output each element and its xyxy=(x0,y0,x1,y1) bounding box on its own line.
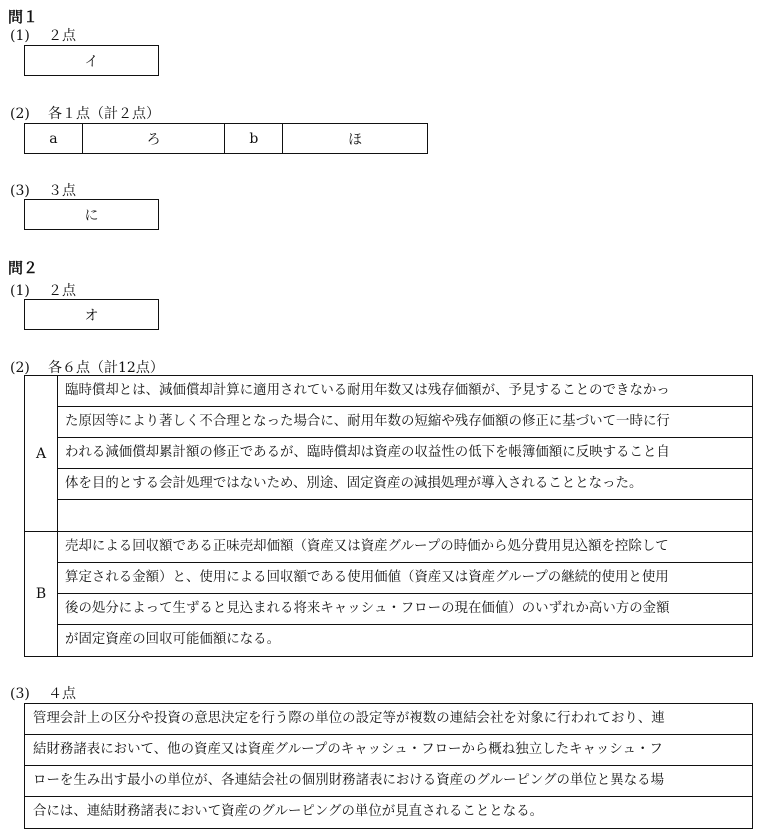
q2-part3-label xyxy=(10,683,76,703)
q1-part2-label xyxy=(10,103,160,123)
answer-line: われる減価償却累計額の修正であるが、臨時償却は資産の収益性の低下を帳簿価額に反映すること自 xyxy=(57,438,752,469)
answer-line: 合には、連結財務諸表において資産のグルーピングの単位が見直されることとなる。 xyxy=(33,804,544,819)
answer-line: 管理会計上の区分や投資の意思決定を行う際の単位の設定等が複数の連結会社を対象に行われており、連 xyxy=(25,704,752,735)
q2-part2-answer-a-lines xyxy=(57,376,752,531)
q1-part1-number: (1) xyxy=(10,28,30,44)
q2-part3-number: (3) xyxy=(10,686,30,702)
q2-part2-points: 各６点（計12点） xyxy=(48,360,164,376)
q2-part3-answer-lines xyxy=(25,704,752,828)
q2-part2-label xyxy=(10,357,164,377)
q2-part2-answer-b-lines xyxy=(57,532,752,656)
q1-part1-answer: イ xyxy=(84,53,99,70)
q1-part2-cell-a: a xyxy=(25,124,83,154)
answer-line: 算定される金額）と、使用による回収額である使用価値（資産又は資産グループの継続的使用と使用 xyxy=(57,563,752,594)
q2-part2-label-a: A xyxy=(25,376,58,531)
answer-line: 売却による回収額である正味売却価額（資産又は資産グループの時価から処分費用見込額を控除して xyxy=(57,532,752,563)
q2-heading: 問２ xyxy=(8,259,39,277)
answer-line: が固定資産の回収可能価額になる。 xyxy=(65,632,281,647)
q2-part2-answer-b-block xyxy=(24,531,753,657)
answer-line xyxy=(57,500,752,531)
q1-part2-answer-a: ろ xyxy=(82,124,225,154)
q1-part2-cell-b: b xyxy=(225,124,283,154)
q1-part1-answer-box xyxy=(24,45,159,76)
q1-part2-answer-table xyxy=(24,123,428,154)
answer-line: 体を目的とする会計処理ではないため、別途、固定資産の減損処理が導入されることとなった。 xyxy=(57,469,752,500)
q1-part2-number: (2) xyxy=(10,106,30,122)
q2-part1-answer: オ xyxy=(84,307,99,324)
q2-part2-answer-a-block xyxy=(24,375,753,532)
q2-part3-answer-block xyxy=(24,703,753,829)
q2-part1-label xyxy=(10,280,76,300)
answer-line: 後の処分によって生ずると見込まれる将来キャッシュ・フローの現在価値）のいずれか高い方の金額 xyxy=(57,594,752,625)
q2-part2-number: (2) xyxy=(10,360,30,376)
q1-part3-points: ３点 xyxy=(48,183,76,199)
answer-line: た原因等により著しく不合理となった場合に、耐用年数の短縮や残存価額の修正に基づいて一時に行 xyxy=(57,407,752,438)
q1-part3-answer: に xyxy=(84,207,99,224)
q1-part3-number: (3) xyxy=(10,183,30,199)
answer-line: 臨時償却とは、減価償却計算に適用されている耐用年数又は残存価額が、予見することのできなかっ xyxy=(57,376,752,407)
q1-part3-answer-box xyxy=(24,199,159,230)
q2-part1-answer-box xyxy=(24,299,159,330)
q1-part2-points: 各１点（計２点） xyxy=(48,106,160,122)
q1-part2-answer-b: ほ xyxy=(283,124,428,154)
q2-part1-points: ２点 xyxy=(48,283,76,299)
q1-part3-label xyxy=(10,180,76,200)
q1-heading: 問１ xyxy=(8,8,39,26)
q1-part1-label xyxy=(10,25,76,45)
q1-part1-points: ２点 xyxy=(48,28,76,44)
q2-part1-number: (1) xyxy=(10,283,30,299)
q2-part3-points: ４点 xyxy=(48,686,76,702)
answer-line: 結財務諸表において、他の資産又は資産グループのキャッシュ・フローから概ね独立したキャッシュ・フ xyxy=(25,735,752,766)
q2-part2-label-b: B xyxy=(25,532,58,656)
answer-line: ローを生み出す最小の単位が、各連結会社の個別財務諸表における資産のグルーピングの単位と異なる場 xyxy=(25,766,752,797)
